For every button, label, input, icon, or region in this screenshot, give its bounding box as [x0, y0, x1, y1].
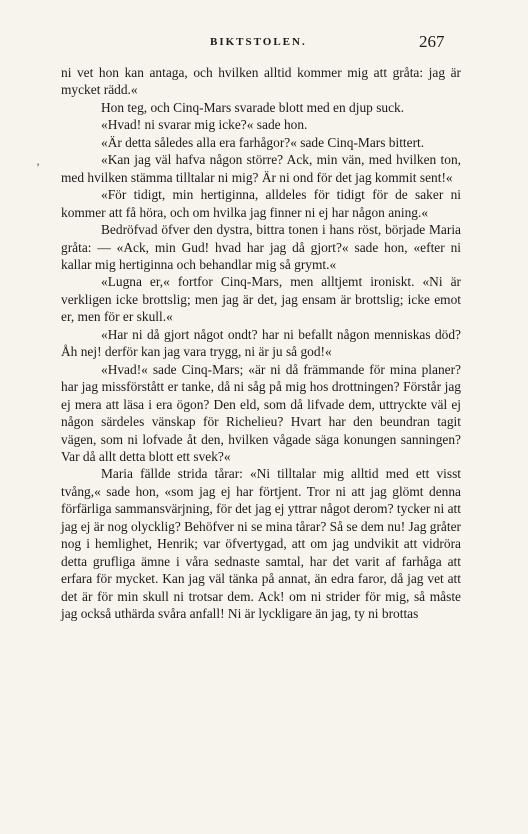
paragraph: Hon teg, och Cinq-Mars svarade blott med en djup suck.	[101, 99, 405, 115]
running-title: BIKTSTOLEN.	[210, 36, 307, 48]
paragraph: Bedröfvad öfver den dystra, bittra tonen i hans röst, började Maria gråta: — «Ack, min Gud! hvad har jag då gjort?« sade hon, «efter ni kallar mig hertiginna och behandlar mig så grymt.«	[61, 222, 461, 272]
paragraph: «Hvad! ni svarar mig icke?« sade hon.	[101, 117, 308, 133]
running-head	[0, 34, 528, 54]
margin-mark: ’	[36, 160, 40, 174]
paragraph: «Är detta således alla era farhågor?« sade Cinq-Mars bittert.	[101, 134, 425, 150]
body-text	[61, 64, 461, 623]
paragraph: «Har ni då gjort något ondt? har ni befallt någon menniskas död? Åh nej! derför kan jag vara trygg, ni är ju så god!«	[61, 326, 461, 360]
paragraph: ni vet hon kan antaga, och hvilken alltid kommer mig att gråta: jag är mycket rädd.«	[61, 65, 461, 98]
paragraph: «Kan jag väl hafva någon större? Ack, min vän, med hvilken ton, med hvilken stämma tilltalar ni mig? Är ni ond för det jag kommit sent!«	[61, 152, 461, 185]
paragraph: «För tidigt, min hertiginna, alldeles för tidigt för de saker ni kommer att få höra, och om hvilka jag finner ni ej har någon aning.«	[61, 187, 461, 220]
paragraph: «Hvad!« sade Cinq-Mars; «är ni då främmande för mina planer? har jag missförstått er tanke, då ni såg på mig hos drottningen? Förstår jag ej mera att läsa i era ögon? Den eld, som då lifvade dem, uttryckte väl ej någon särdeles vänskap för Richelieu? Hvart har den beundran tagit vägen, som ni lofvade åt den, hvilken vågade säga konungen sanningen? Var då allt detta blott ett svek?«	[61, 361, 461, 464]
page-number: 267	[419, 32, 445, 51]
paragraph: «Lugna er,« fortfor Cinq-Mars, men alltjemt ironiskt. «Ni är verkligen icke brottslig; men jag är det, jag ensam är brottslig; icke emot er, men för er skull.«	[61, 274, 461, 325]
paragraph: Maria fällde strida tårar: «Ni tilltalar mig alltid med ett visst tvång,« sade hon, «som jag ej har förtjent. Tror ni att jag glömt denna förfärliga sammansvärjning, för det jag ej yttrar något derom? tycker ni att jag ej är nog olycklig? Behöfver ni se mina tårar? Så se dem nu! Jag gråter nog i hemlighet, Henrik; var öfvertygad, att om jag undvikit att vidröra detta grufliga ämne i våra sednaste samtal, har det varit af farhåga att erfara för mycket. Kan jag väl tänka på annat, än edra faror, då jag vet att det är för min skull ni trotsar dem. Ack! om ni strider för mig, så måste jag också uthärda svåra anfall! Ni är lyckligare än jag, ty ni brottas	[61, 466, 461, 622]
